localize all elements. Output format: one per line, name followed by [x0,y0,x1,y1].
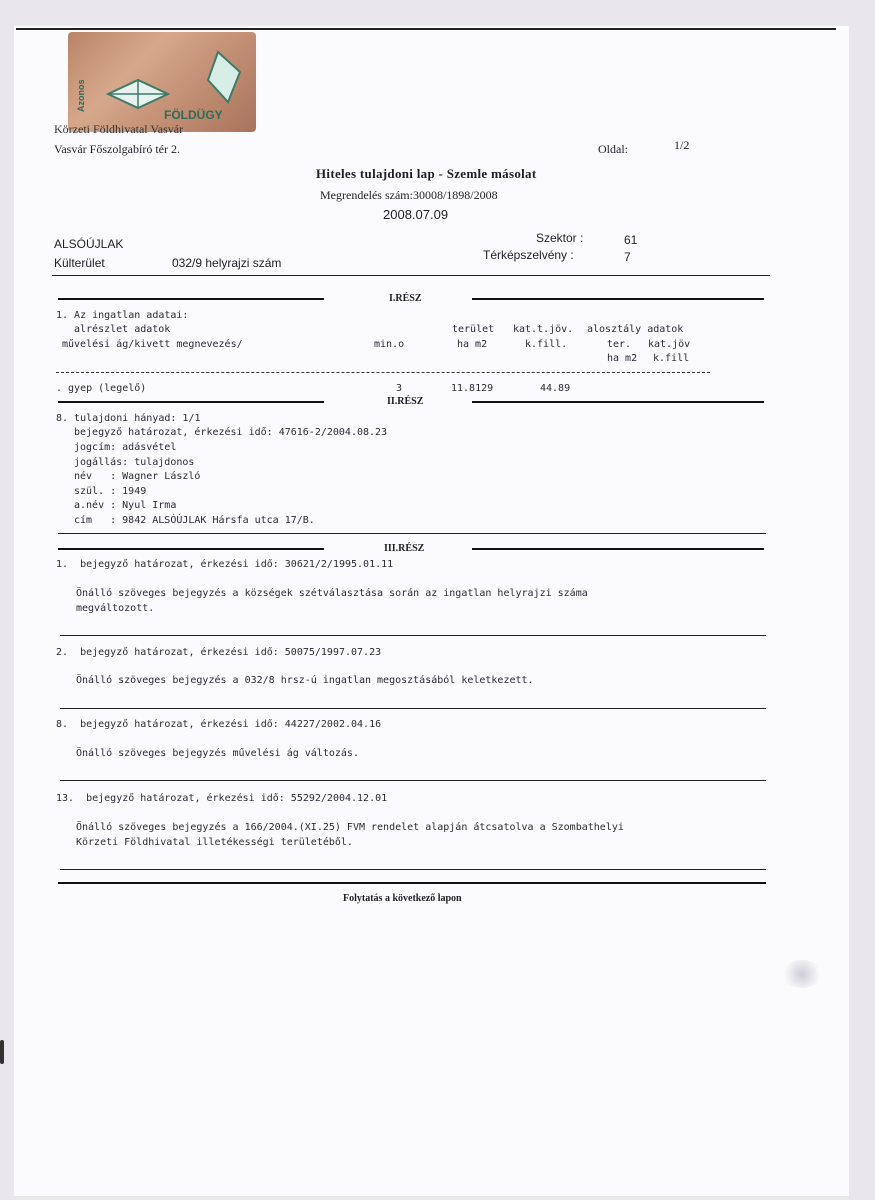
part2-line6: szül. : 1949 [74,486,147,497]
page-label: Oldal: [598,142,628,156]
office-line: Körzeti Földhivatal Vasvár [54,122,184,136]
stamp-graphic [68,32,256,132]
entry-3-text1: Önálló szöveges bejegyzés művelési ág változás. [76,748,359,759]
entry-3-head: 8. bejegyző határozat, érkezési idő: 44227/2002.04.16 [56,719,382,730]
settlement-name: ALSÓÚJLAK [54,237,124,251]
entry-2-rule [60,708,766,709]
stamp-text: FÖLDÜGY [164,108,223,122]
part2-line5: név : Wagner László [74,471,201,482]
part1-dashed-rule [56,372,710,373]
row-cultivation: . gyep (legelő) [56,383,147,394]
entry-4-text1: Önálló szöveges bejegyzés a 166/2004.(XI.25) FVM rendelet alapján átcsatolva a Szombathelyi [76,822,624,833]
row-min: 3 [396,383,403,394]
sector-value: 61 [624,233,638,247]
part2-line2: bejegyző határozat, érkezési idő: 47616-2/2004.08.23 [74,427,388,438]
scan-edge-mark [0,1040,4,1064]
part2-rule-left [58,401,324,403]
col-terulet: terület [452,324,495,335]
part1-heading: I.RÉSZ [389,293,422,304]
part3-rule-right [472,548,764,550]
sector-label: Szektor : [536,231,584,245]
col-ham2: ha m2 [457,339,488,350]
part3-rule-left [58,548,324,550]
entry-2-head: 2. bejegyző határozat, érkezési idő: 50075/1997.07.23 [56,647,382,658]
part1-rule-right [472,298,764,300]
stamp-side-text: Azonos [76,79,86,112]
parcel-number: 032/9 helyrajzi szám [172,256,282,270]
part1-rule-left [58,298,324,300]
col-kfillb: k.fill [653,353,690,364]
entry-1-text1: Önálló szöveges bejegyzés a községek szétválasztása során az ingatlan helyrajzi száma [76,588,588,599]
part2-line4: jogállás: tulajdonos [74,457,195,468]
continuation-note: Folytatás a következő lapon [343,893,462,904]
scan-speck [780,960,824,988]
header-divider [52,275,770,276]
entry-1-rule [60,635,766,636]
entry-3-rule [60,780,766,781]
page-value: 1/2 [674,138,690,152]
order-number: Megrendelés szám:30008/1898/2008 [320,188,498,202]
part1-line1: 1. Az ingatlan adatai: [56,310,189,321]
entry-4-text2: Körzeti Földhivatal illetékességi területéből. [76,837,353,848]
part2-line3: jogcím: adásvétel [74,442,177,453]
part2-rule-right [472,401,764,403]
entry-1-head: 1. bejegyző határozat, érkezési idő: 30621/2/1995.01.11 [56,559,394,570]
foldugy-stamp [68,32,256,132]
entry-4-head: 13. bejegyző határozat, érkezési idő: 55292/2004.12.01 [56,793,388,804]
part2-line8: cím : 9842 ALSÓÚJLAK Hársfa utca 17/B. [74,515,315,526]
entry-2-text1: Önálló szöveges bejegyzés a 032/8 hrsz-ú ingatlan megosztásából keletkezett. [76,675,534,686]
part1-line3: művelési ág/kivett megnevezés/ [62,339,243,350]
part2-heading: II.RÉSZ [387,396,424,407]
map-sheet-value: 7 [624,250,631,264]
part2-line7: a.név : Nyul Irma [74,500,177,511]
office-address: Vasvár Főszolgabíró tér 2. [54,142,180,156]
col-katjov: kat.jöv [648,339,691,350]
map-sheet-label: Térképszelvény : [483,248,574,262]
col-ham2b: ha m2 [607,353,638,364]
part1-line2: alrészlet adatok [74,324,171,335]
part3-bottom-rule [58,882,766,884]
entry-4-rule [60,869,766,870]
col-min: min.o [374,339,405,350]
part2-line1: 8. tulajdoni hányad: 1/1 [56,413,201,424]
entry-1-text2: megváltozott. [76,603,155,614]
col-ter: ter. [607,339,632,350]
row-area: 11.8129 [451,383,494,394]
col-aloszt: alosztály adatok [587,324,684,335]
col-kat: kat.t.jöv. [513,324,574,335]
page-title: Hiteles tulajdoni lap - Szemle másolat [316,166,537,181]
part2-bottom-rule [58,533,766,534]
row-kat: 44.89 [540,383,571,394]
issue-date: 2008.07.09 [383,207,449,222]
top-border [16,28,836,30]
part3-heading: III.RÉSZ [384,543,425,554]
area-type: Külterület [54,256,105,270]
col-kfill: k.fill. [525,339,568,350]
